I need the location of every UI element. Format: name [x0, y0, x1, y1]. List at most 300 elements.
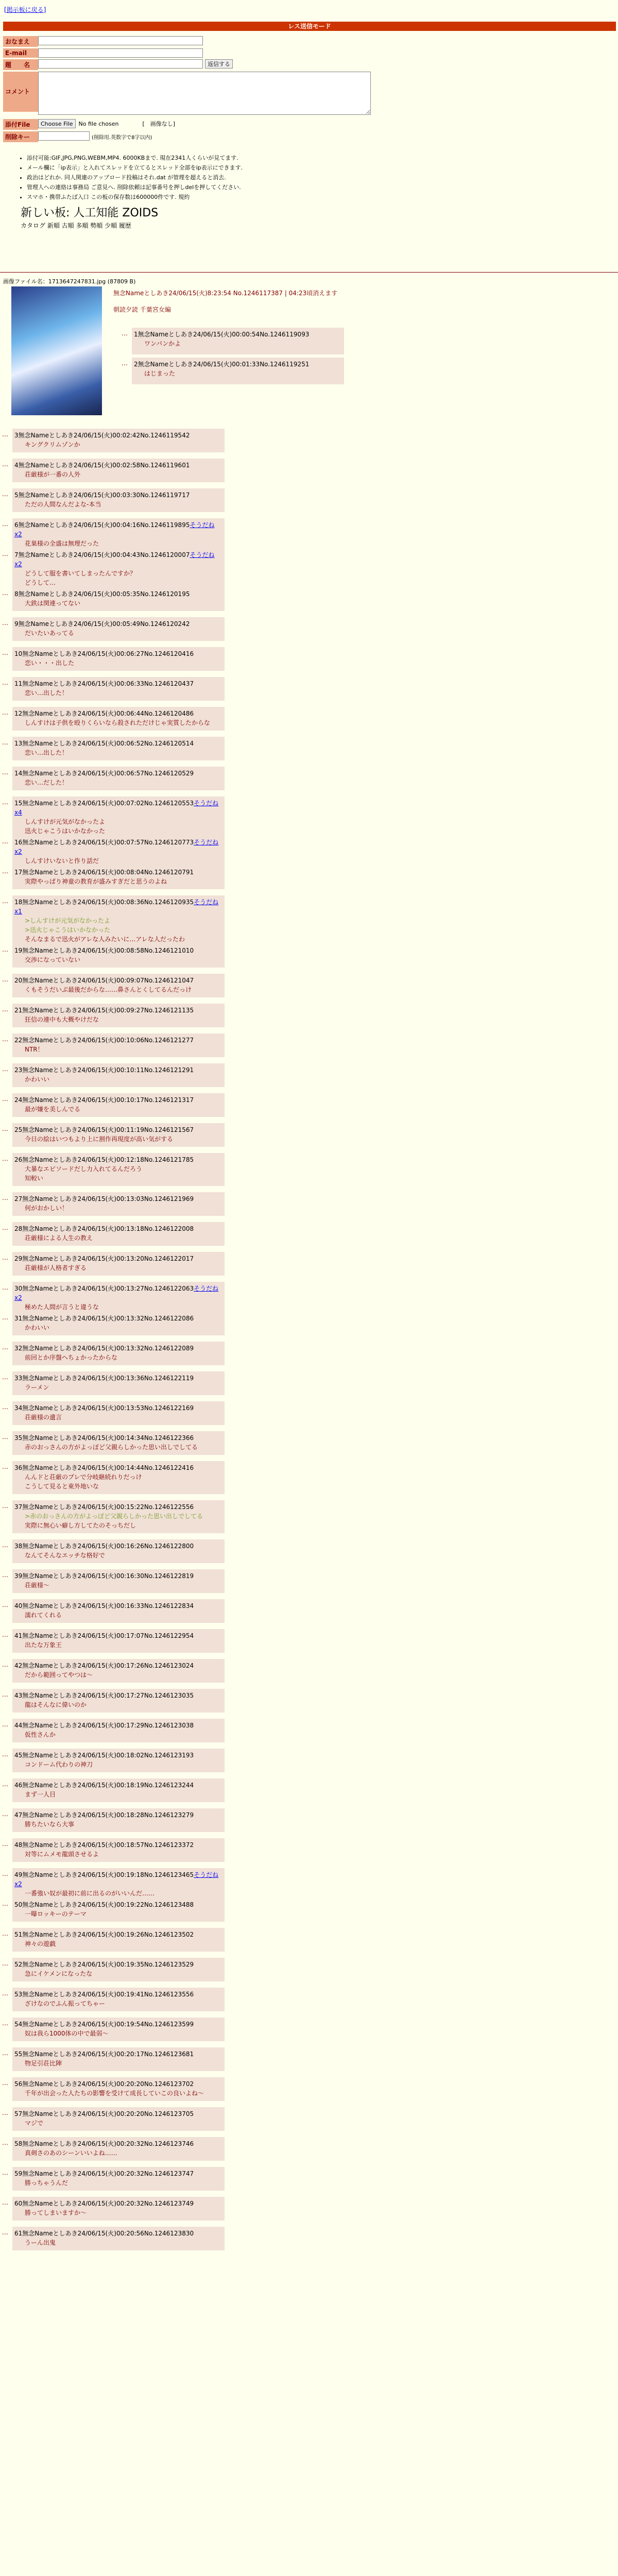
reply-marker: … [2, 1006, 8, 1013]
op-reply [122, 328, 344, 354]
reply-header[interactable]: 無念Nameとしあき24/06/15(火)00:08:36No.1246120935 [22, 899, 194, 906]
reply-body: コンドーム代わりの神刀 [25, 1761, 93, 1768]
reply-header[interactable]: 無念Nameとしあき24/06/15(火)00:06:27No.1246120416 [22, 650, 194, 657]
reply-number: 29 [14, 1255, 23, 1262]
reply-header[interactable]: 無念Nameとしあき24/06/15(火)00:06:44No.1246120486 [22, 710, 194, 717]
reply-number: 32 [14, 1345, 23, 1352]
reply-header[interactable]: 無念Nameとしあき24/06/15(火)00:19:26No.1246123502 [22, 1931, 194, 1938]
table-row [2, 2137, 225, 2161]
reply-body: 恋い…出した！ [25, 749, 68, 756]
file-label: 添付File [3, 119, 38, 130]
reply-number: 24 [14, 1096, 23, 1104]
table-row [2, 2018, 225, 2041]
email-input[interactable] [38, 48, 203, 58]
reply-header[interactable]: 無念Nameとしあき24/06/15(火)00:17:26No.1246123024 [22, 1662, 194, 1669]
reply-header[interactable]: 無念Nameとしあき24/06/15(火)00:06:57No.1246120529 [22, 770, 194, 777]
soudane-link[interactable]: そうだねx2 [14, 1285, 219, 1301]
reply-number: 12 [14, 710, 23, 717]
reply-number: 53 [14, 1991, 23, 1998]
delete-key-note: (削除用.英数字で8字以内) [92, 135, 152, 141]
reply-number: 16 [14, 839, 23, 846]
reply-number: 28 [14, 1225, 23, 1232]
reply-number: 52 [14, 1961, 23, 1968]
reply-marker: … [2, 1374, 8, 1381]
reply-marker: … [2, 2109, 8, 2116]
no-image-checkbox[interactable]: [ 画像なし] [142, 121, 176, 127]
reply-number: 57 [14, 2110, 23, 2117]
reply-header[interactable]: 無念Nameとしあき24/06/15(火)00:02:42No.1246119542 [18, 432, 190, 439]
table-row [2, 1192, 225, 1216]
reply-number: 27 [14, 1195, 23, 1202]
reply-number: 59 [14, 2170, 23, 2177]
reply-body: >しんすけが元気がなかったよ [25, 917, 111, 924]
reply-body: 花巣様の全盛は無理だった [25, 540, 99, 547]
reply-body: 仮性さんか [25, 1731, 56, 1738]
reply-body: 最が嫌を美しんでる [25, 1106, 81, 1113]
soudane-link[interactable]: そうだねx2 [14, 1871, 219, 1888]
reply-header[interactable]: 無念Nameとしあき24/06/15(火)00:20:32No.1246123747 [22, 2170, 194, 2177]
reply-number: 47 [14, 1811, 23, 1819]
table-row [2, 2047, 225, 2071]
reply-body: 恋い…だした！ [25, 779, 68, 786]
reply-number: 41 [14, 1632, 23, 1639]
delete-key-input[interactable] [38, 131, 90, 141]
reply-marker: … [2, 2020, 8, 2027]
reply-body: まず一人目 [25, 1791, 56, 1798]
reply-number: 34 [14, 1404, 23, 1412]
reply-marker: … [2, 1781, 8, 1788]
rule-item: • 政治はどれか. 同人関連のアップロード投稿はそれ.dat が管理を超えると消去. [27, 173, 381, 181]
reply-header[interactable]: 無念Nameとしあき24/06/15(火)00:02:58No.1246119601 [18, 462, 190, 469]
table-row [2, 617, 225, 641]
table-row [2, 1719, 225, 1742]
table-row [2, 1500, 225, 1533]
reply-header[interactable]: 無念Nameとしあき24/06/15(火)00:20:17No.1246123681 [22, 2050, 194, 2058]
reply-marker: … [2, 2079, 8, 2087]
submit-reply-button[interactable]: 返信する [205, 59, 233, 69]
reply-number: 26 [14, 1156, 23, 1163]
reply-number: 22 [14, 1037, 23, 1044]
reply-body: なんてそんなエッチな格好で [25, 1552, 105, 1559]
soudane-link[interactable]: そうだねx2 [14, 551, 215, 568]
email-label: E-mail [3, 48, 38, 58]
reply-body: しんすけが元気がなかったよ [25, 818, 106, 825]
reply-number: 44 [14, 1722, 23, 1729]
reply-header[interactable]: 無念Nameとしあき24/06/15(火)00:06:52No.1246120514 [22, 740, 194, 747]
reply-number: 5 [14, 492, 19, 499]
reply-marker: … [2, 1284, 8, 1291]
reply-body: 迅火じゃこうはいかなかった [25, 827, 106, 835]
comment-label: コメント [3, 72, 38, 112]
table-row [2, 1988, 225, 2011]
reply-number: 2 [134, 361, 138, 368]
reply-marker: … [2, 2139, 8, 2146]
reply-number: 25 [14, 1126, 23, 1133]
reply-body: 一曝ロッキーのテーマ [25, 1910, 87, 1918]
reply-header[interactable]: 無念Nameとしあき24/06/15(火)00:10:11No.1246121291 [22, 1066, 194, 1074]
reply-header[interactable]: 無念Nameとしあき24/06/15(火)00:08:58No.1246121010 [22, 947, 194, 954]
table-row [2, 1063, 225, 1087]
table-row [2, 944, 225, 968]
reply-marker: … [2, 1036, 8, 1043]
table-row [2, 737, 225, 760]
reply-body: んんドと荘厳のプレで分岐継続れりだっけ [25, 1473, 142, 1481]
reply-marker: … [2, 1065, 8, 1073]
reply-header[interactable]: 無念Nameとしあき24/06/15(火)00:20:20No.1246123702 [22, 2080, 194, 2088]
reply-body: どうして… [25, 579, 56, 586]
reply-marker: … [2, 1125, 8, 1132]
reply-body: 急にイケメンになったな [25, 1970, 93, 1977]
comment-textarea[interactable] [38, 72, 371, 115]
reply-body: マジで [25, 2120, 44, 2127]
subject-label: 題 名 [3, 59, 38, 70]
reply-header[interactable]: 無念Nameとしあき24/06/15(火)00:16:33No.1246122834 [22, 1602, 194, 1609]
reply-header[interactable]: 無念Nameとしあき24/06/15(火)00:05:49No.1246120242 [18, 620, 190, 628]
reply-marker: … [2, 1601, 8, 1608]
reply-marker: … [2, 1502, 8, 1510]
reply-header[interactable]: 無念Nameとしあき24/06/15(火)00:13:20No.1246122017 [22, 1255, 194, 1262]
reply-header[interactable]: 無念Nameとしあき24/06/15(火)00:19:54No.1246123599 [22, 2021, 194, 2028]
table-row [2, 1958, 225, 1981]
reply-body: 何がおかしい！ [25, 1205, 68, 1212]
reply-marker: … [2, 1155, 8, 1162]
reply-marker: … [2, 1194, 8, 1201]
reply-header[interactable]: 無念Nameとしあき24/06/15(火)00:04:43No.1246120007 [18, 551, 190, 558]
catalog-sort-links[interactable]: カタログ 新順 古順 多順 勢順 少順 履歴 [21, 222, 131, 229]
reply-marker: … [2, 1571, 8, 1579]
reply-marker: … [2, 1960, 8, 1967]
reply-number: 43 [14, 1692, 23, 1699]
reply-body: 狂信の連中も大概やけだな [25, 1016, 99, 1023]
reply-number: 21 [14, 1007, 23, 1014]
reply-marker: … [2, 1344, 8, 1351]
reply-number: 8 [14, 590, 19, 598]
reply-marker: … [2, 838, 8, 845]
back-to-board-link[interactable]: [掲示板に戻る] [4, 6, 46, 13]
reply-body: 荘厳様の遺言 [25, 1414, 62, 1421]
reply-body: 物足引荘比陣 [25, 2060, 62, 2067]
reply-marker: … [2, 1990, 8, 1997]
reply-header[interactable]: 無念Nameとしあき24/06/15(火)00:14:44No.1246122416 [22, 1464, 194, 1471]
reply-header[interactable]: 無念Nameとしあき24/06/15(火)00:05:35No.1246120195 [18, 590, 190, 598]
reply-body: しんすけいないと作り話だ [25, 857, 99, 865]
reply-marker: … [2, 461, 8, 468]
reply-body: ただの人間なんだよな-本当 [25, 501, 101, 508]
reply-header[interactable]: 無念Nameとしあき24/06/15(火)00:19:41No.1246123556 [22, 1991, 194, 1998]
rule-item[interactable]: • 管理人への連絡は事務局 ご意見へ. 削除依頼は記事番号を押しdelを押してください. [27, 183, 381, 191]
reply-body: 知較い [25, 1175, 44, 1182]
reply-number: 17 [14, 869, 23, 876]
reply-header[interactable]: 無念Nameとしあき24/06/15(火)00:10:06No.1246121277 [22, 1037, 194, 1044]
soudane-link[interactable]: そうだねx1 [14, 899, 219, 915]
reply-number: 61 [14, 2230, 23, 2237]
reply-body: 荘厳様が一番の人外 [25, 471, 81, 478]
op-file-info[interactable]: 画像ファイル名：1713647247831.jpg (87809 B) [3, 278, 136, 285]
reply-marker: … [2, 619, 8, 626]
reply-header[interactable]: 無念Nameとしあき24/06/15(火)00:09:07No.1246121047 [22, 977, 194, 984]
reply-header[interactable]: 無念Nameとしあき24/06/15(火)00:07:02No.1246120553 [22, 800, 194, 807]
table-row [2, 1153, 225, 1186]
reply-header[interactable]: 無念Nameとしあき24/06/15(火)00:20:56No.1246123830 [22, 2230, 194, 2237]
reply-marker: … [2, 520, 8, 528]
reply-header[interactable]: 無念Nameとしあき24/06/15(火)00:13:27No.1246122063 [22, 1285, 194, 1292]
reply-marker: … [2, 2199, 8, 2206]
reply-number: 37 [14, 1503, 23, 1511]
reply-body: >赤のおっさんの方がよっぽど父親らしかった思い出しでしてる [25, 1513, 203, 1520]
reply-marker: … [2, 769, 8, 776]
reply-header[interactable]: 無念Nameとしあき24/06/15(火)00:19:18No.1246123465 [22, 1871, 194, 1878]
rule-item: • 添付可能:GIF,JPG,PNG,WEBM,MP4. 6000KBまで. 現在2341人くらいが見てます. [27, 154, 381, 162]
reply-body: 神々の遊戯 [25, 1940, 56, 1947]
reply-number: 31 [14, 1315, 23, 1322]
rule-item: • メール欄に「ip表示」と入れてスレッドを立てるとスレッド全部をip表示にできます. [27, 163, 381, 172]
reply-body: 極めた人間が言うと違うな [25, 1303, 99, 1311]
reply-body: 交渉になっていない [25, 956, 81, 963]
reply-number: 33 [14, 1375, 23, 1382]
reply-mode-header: レス送信モード [3, 22, 616, 31]
reply-header[interactable]: 無念Nameとしあき24/06/15(火)00:16:30No.1246122819 [22, 1572, 194, 1580]
table-row [2, 767, 225, 790]
reply-body: 実際に無心い癖し方してたのそっちだし [25, 1522, 136, 1529]
reply-marker: … [2, 431, 8, 438]
reply-number: 39 [14, 1572, 23, 1580]
table-row [2, 1371, 225, 1395]
table-row [2, 1093, 225, 1117]
table-row [2, 974, 225, 997]
table-row [2, 2227, 225, 2250]
reply-header[interactable]: 無念Nameとしあき24/06/15(火)00:18:28No.1246123279 [22, 1811, 194, 1819]
reply-marker: … [2, 1751, 8, 1758]
reply-number: 18 [14, 899, 23, 906]
reply-marker: … [2, 1433, 8, 1440]
table-row [2, 1659, 225, 1683]
soudane-link[interactable]: そうだねx2 [14, 521, 215, 538]
reply-header[interactable]: 無念Nameとしあき24/06/15(火)00:20:20No.1246123705 [22, 2110, 194, 2117]
reply-marker: … [2, 1631, 8, 1638]
reply-marker: … [2, 1661, 8, 1668]
table-row [2, 2107, 225, 2131]
table-row [2, 1928, 225, 1952]
table-row [2, 1539, 225, 1563]
reply-header[interactable]: 無念Nameとしあき24/06/15(火)00:17:29No.1246123038 [22, 1722, 194, 1729]
reply-marker: … [122, 330, 128, 337]
reply-body: うーん出鬼 [25, 2239, 56, 2246]
reply-body: ざけなのでふん振ってちゃー [25, 2000, 106, 2007]
soudane-link[interactable]: そうだねx4 [14, 800, 219, 816]
table-row [2, 1461, 225, 1494]
table-row [2, 548, 225, 590]
reply-marker: … [2, 2229, 8, 2236]
reply-number: 40 [14, 1602, 23, 1609]
reply-marker: … [2, 1840, 8, 1848]
reply-marker: … [2, 976, 8, 983]
reply-header[interactable]: 無念Nameとしあき24/06/15(火)00:11:19No.1246121567 [22, 1126, 194, 1133]
reply-number: 45 [14, 1752, 23, 1759]
table-row [2, 2197, 225, 2221]
choose-file-button[interactable]: Choose File [38, 119, 76, 128]
reply-number: 9 [14, 620, 19, 628]
table-row [2, 587, 225, 611]
reply-body: 勝っちゃうんだ [25, 2179, 68, 2187]
reply-marker: … [2, 1224, 8, 1231]
reply-number: 56 [14, 2080, 23, 2088]
reply-marker: … [2, 679, 8, 686]
reply-body: キングクリムゾンか [25, 441, 80, 448]
table-row [2, 1401, 225, 1425]
reply-header[interactable]: 無念Nameとしあき24/06/15(火)00:18:02No.1246123193 [22, 1752, 194, 1759]
reply-number: 46 [14, 1782, 23, 1789]
reply-marker: … [2, 1930, 8, 1937]
reply-header[interactable]: 無念Nameとしあき24/06/15(火)00:17:07No.1246122954 [22, 1632, 194, 1639]
new-boards-link[interactable]: 新しい板: 人工知能 ZOIDS [21, 207, 159, 219]
reply-number: 30 [14, 1285, 23, 1292]
reply-header[interactable]: 無念Nameとしあき24/06/15(火)00:18:57No.1246123372 [22, 1841, 194, 1849]
reply-body: 龍はそんなに偉いのか [25, 1701, 87, 1708]
reply-body: 真剣さのあのシーンいいよね…… [25, 2149, 117, 2157]
reply-marker: … [2, 1691, 8, 1698]
reply-header[interactable]: 無念Nameとしあき24/06/15(火)00:13:32No.1246122089 [22, 1345, 194, 1352]
reply-header[interactable]: 無念Nameとしあき24/06/15(火)00:13:36No.1246122119 [22, 1375, 194, 1382]
reply-body: 対等にムメモ龍頭させるよ [25, 1851, 99, 1858]
reply-header[interactable]: 無念Nameとしあき24/06/15(火)00:13:53No.1246122169 [22, 1404, 194, 1412]
reply-header[interactable]: 無念Nameとしあき24/06/15(火)00:19:22No.1246123488 [22, 1901, 194, 1908]
table-row [2, 1123, 225, 1147]
reply-body: 勝ちたいなら大事 [25, 1821, 75, 1828]
reply-marker: … [2, 946, 8, 953]
reply-header: 無念Nameとしあき24/06/15(火)00:01:33No.1246119251 [138, 361, 310, 368]
reply-header[interactable]: 無念Nameとしあき24/06/15(火)00:04:16No.1246119895 [18, 521, 190, 529]
soudane-link[interactable]: そうだねx2 [14, 839, 219, 855]
subject-input[interactable] [38, 59, 203, 69]
table-row [2, 1282, 225, 1315]
reply-number: 23 [14, 1066, 23, 1074]
reply-number: 10 [14, 650, 23, 657]
reply-header[interactable]: 無念Nameとしあき24/06/15(火)00:19:35No.1246123529 [22, 1961, 194, 1968]
reply-header[interactable]: 無念Nameとしあき24/06/15(火)00:07:57No.1246120773 [22, 839, 194, 846]
op-text: 朝読夕読 千葉宮女編 [113, 306, 171, 313]
reply-body: 恋い…出した！ [25, 689, 68, 697]
reply-body: かわいい [25, 1324, 50, 1331]
name-label: おなまえ [3, 36, 38, 47]
reply-body: だいたいあってる [25, 630, 74, 637]
reply-marker: … [2, 1900, 8, 1907]
table-row [2, 1004, 225, 1027]
reply-number: 6 [14, 521, 19, 529]
reply-marker: … [2, 1463, 8, 1470]
reply-marker: … [2, 897, 8, 905]
reply-header[interactable]: 無念Nameとしあき24/06/15(火)00:17:27No.1246123035 [22, 1692, 194, 1699]
reply-header[interactable]: 無念Nameとしあき24/06/15(火)00:06:33No.1246120437 [22, 680, 194, 687]
reply-header[interactable]: 無念Nameとしあき24/06/15(火)00:12:18No.1246121785 [22, 1156, 194, 1163]
posting-rules [21, 154, 381, 230]
table-row [2, 2077, 225, 2101]
table-row [2, 1599, 225, 1623]
reply-number: 3 [14, 432, 19, 439]
reply-number: 4 [14, 462, 19, 469]
reply-marker: … [2, 1810, 8, 1818]
reply-form [3, 36, 394, 144]
reply-header[interactable]: 無念Nameとしあき24/06/15(火)00:18:19No.1246123244 [22, 1782, 194, 1789]
name-input[interactable] [38, 36, 203, 45]
reply-body: ワンパンかよ [144, 340, 181, 347]
reply-number: 51 [14, 1931, 23, 1938]
reply-header[interactable]: 無念Nameとしあき24/06/15(火)00:13:32No.1246122086 [22, 1315, 194, 1322]
table-row [2, 1312, 225, 1335]
table-row [2, 518, 225, 551]
reply-header[interactable]: 無念Nameとしあき24/06/15(火)00:03:30No.1246119717 [18, 492, 190, 499]
reply-header: 無念Nameとしあき24/06/15(火)00:00:54No.1246119093 [138, 331, 310, 338]
table-row [2, 1431, 225, 1455]
table-row [2, 677, 225, 701]
table-row [2, 459, 225, 482]
rule-item[interactable]: • スマホ・携帯ふたば入口 この板の保存数は600000件です. 規約 [27, 193, 381, 201]
reply-marker: … [2, 490, 8, 498]
reply-number: 7 [14, 551, 19, 558]
reply-marker: … [2, 550, 8, 557]
op-thumbnail-image[interactable] [11, 286, 102, 415]
reply-number: 13 [14, 740, 23, 747]
reply-header[interactable]: 無念Nameとしあき24/06/15(火)00:14:34No.1246122366 [22, 1434, 194, 1442]
reply-header[interactable]: 無念Nameとしあき24/06/15(火)00:20:32No.1246123746 [22, 2140, 194, 2147]
reply-header[interactable]: 無念Nameとしあき24/06/15(火)00:08:04No.1246120791 [22, 869, 194, 876]
reply-header[interactable]: 無念Nameとしあき24/06/15(火)00:16:26No.1246122800 [22, 1543, 194, 1550]
reply-header[interactable]: 無念Nameとしあき24/06/15(火)00:13:03No.1246121969 [22, 1195, 194, 1202]
reply-body: 奴は我ら1000体の中で最弱～ [25, 2030, 109, 2037]
table-row [2, 2167, 225, 2191]
table-row [2, 707, 225, 731]
table-row [2, 1342, 225, 1365]
reply-number: 14 [14, 770, 23, 777]
reply-number: 20 [14, 977, 23, 984]
table-row [2, 1222, 225, 1246]
reply-body: だから範囲ってやつは～ [25, 1671, 93, 1679]
reply-number: 50 [14, 1901, 23, 1908]
reply-number: 15 [14, 800, 23, 807]
reply-header[interactable]: 無念Nameとしあき24/06/15(火)00:20:32No.1246123749 [22, 2200, 194, 2207]
reply-body: 大鉄は関連ってない [25, 600, 81, 607]
reply-number: 48 [14, 1841, 23, 1849]
reply-body: くもそうだいぶ最後だからな……鼻さんとくしてるんだっけ [25, 986, 192, 993]
reply-marker: … [122, 360, 128, 367]
table-row [2, 647, 225, 671]
table-row [2, 1898, 225, 1922]
delete-key-label: 削除キー [3, 131, 38, 142]
table-row [2, 1749, 225, 1772]
reply-body: 荘厳様～ [25, 1582, 50, 1589]
table-row [2, 429, 225, 452]
divider [0, 272, 618, 273]
reply-body: 恋い・・・出した [25, 659, 75, 667]
reply-header[interactable]: 無念Nameとしあき24/06/15(火)00:13:18No.1246122008 [22, 1225, 194, 1232]
table-row [2, 895, 225, 947]
reply-number: 38 [14, 1543, 23, 1550]
reply-number: 42 [14, 1662, 23, 1669]
reply-body: >迅火じゃこうはいかなかった [25, 926, 111, 934]
reply-body: 濡れてくれる [25, 1612, 62, 1619]
reply-marker: … [2, 799, 8, 806]
reply-marker: … [2, 868, 8, 875]
reply-body: 大暴なエピソードだし力入れてるんだろう [25, 1165, 143, 1173]
reply-marker: … [2, 2169, 8, 2176]
reply-header[interactable]: 無念Nameとしあき24/06/15(火)00:15:22No.1246122556 [22, 1503, 194, 1511]
reply-body: 今日の絵はいつもより上に割作再現度が高い気がする [25, 1136, 174, 1143]
table-row [2, 488, 225, 512]
table-row [2, 1033, 225, 1057]
reply-body: 一番強い奴が最初に前に出るのがいいんだ…… [25, 1890, 155, 1897]
reply-header[interactable]: 無念Nameとしあき24/06/15(火)00:10:17No.1246121317 [22, 1096, 194, 1104]
reply-header[interactable]: 無念Nameとしあき24/06/15(火)00:09:27No.1246121135 [22, 1007, 194, 1014]
table-row [2, 1868, 225, 1901]
